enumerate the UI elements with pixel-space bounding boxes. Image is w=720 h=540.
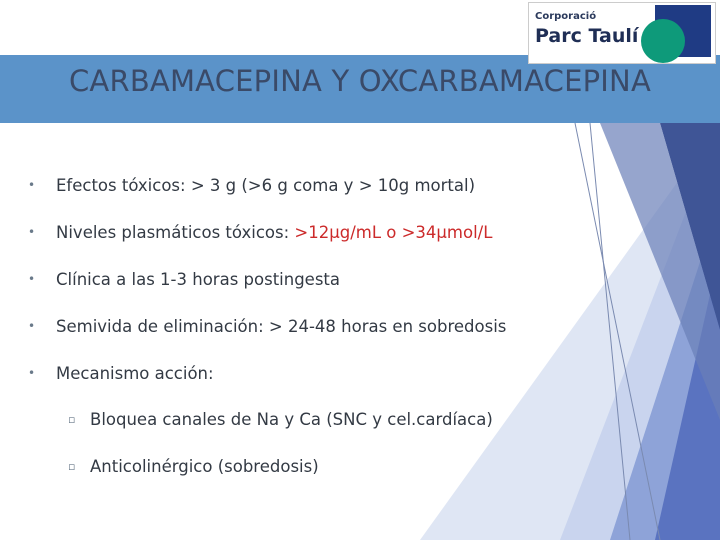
bullet-text: Efectos tóxicos: > 3 g (>6 g coma y > 10g mortal) — [56, 176, 476, 195]
sub-bullet-text: Anticolinérgico (sobredosis) — [90, 457, 319, 476]
bullet-dot-icon: • — [28, 225, 36, 239]
sub-bullet-item — [68, 457, 319, 476]
logo-circle-shape — [641, 19, 685, 63]
sub-bullet-square-icon: ▫ — [68, 460, 76, 473]
bullet-item — [28, 270, 340, 289]
sub-bullet-text: Bloquea canales de Na y Ca (SNC y cel.cardíaca) — [90, 410, 493, 429]
logo-text-line1: Corporació — [535, 11, 597, 22]
bullet-text: Semivida de eliminación: > 24-48 horas en sobredosis — [56, 317, 507, 336]
bullet-dot-icon: • — [28, 319, 36, 333]
bullet-item — [28, 364, 214, 383]
sub-bullet-item — [68, 410, 493, 429]
bullet-item — [28, 223, 492, 242]
bullet-dot-icon: • — [28, 366, 36, 380]
corporacio-parc-tauli-logo — [528, 2, 716, 64]
sub-bullet-square-icon: ▫ — [68, 413, 76, 426]
bullet-text: Niveles plasmáticos tóxicos: — [56, 223, 295, 242]
logo-text-line2: Parc Taulí — [535, 25, 639, 47]
bullet-highlight: >12µg/mL o >34µmol/L — [294, 223, 493, 242]
bullet-text: Mecanismo acción: — [56, 364, 214, 383]
bullet-item — [28, 317, 506, 336]
bullet-dot-icon: • — [28, 272, 36, 286]
bullet-text: Clínica a las 1-3 horas postingesta — [56, 270, 341, 289]
bullet-item — [28, 176, 475, 195]
bullet-dot-icon: • — [28, 178, 36, 192]
slide-title: CARBAMACEPINA Y OXCARBAMACEPINA — [68, 64, 651, 98]
